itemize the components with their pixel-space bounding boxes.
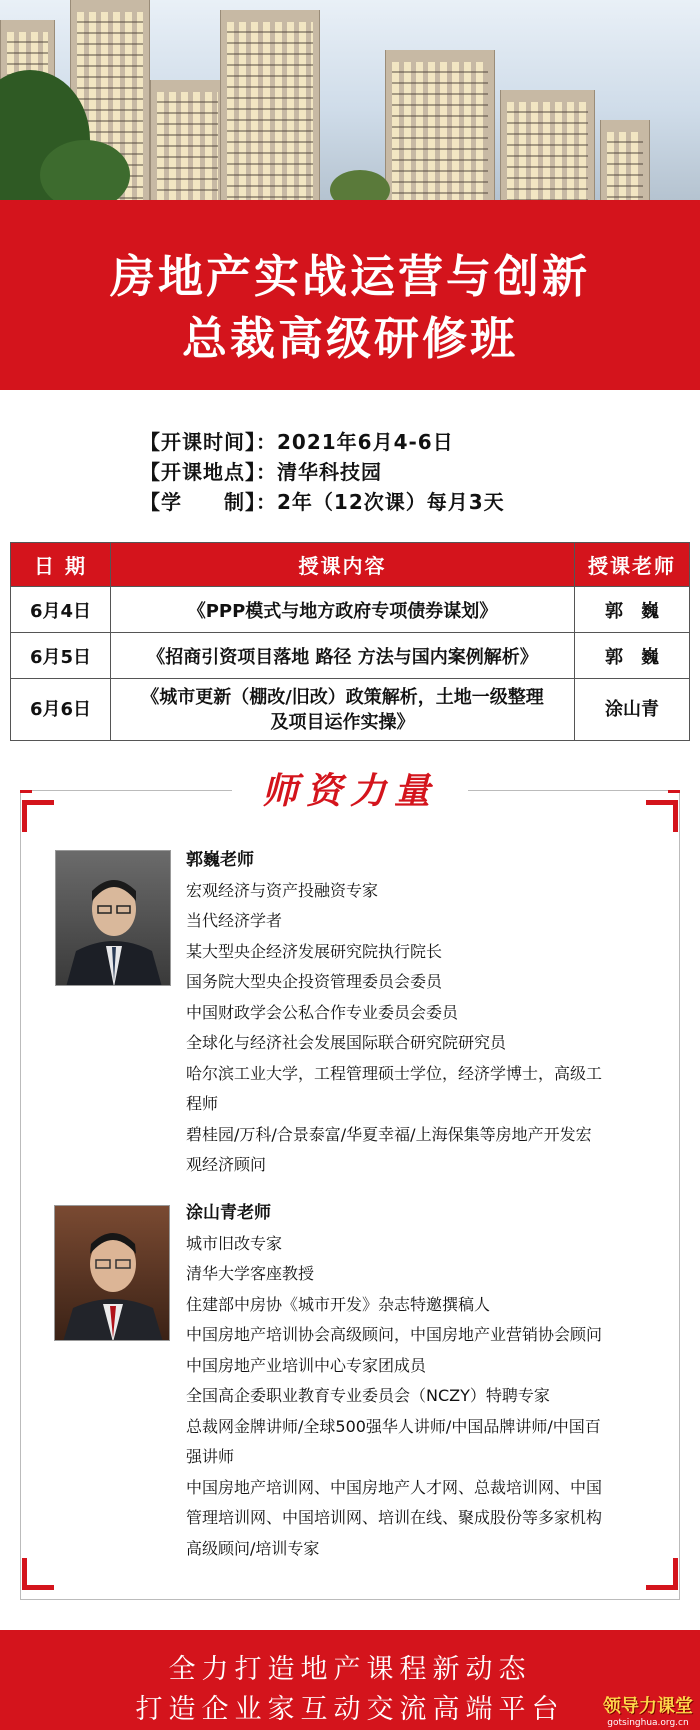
cell-content-line: 《城市更新（棚改/旧改）政策解析，土地一级整理	[141, 686, 544, 708]
info-label: 【开课地点】：	[140, 460, 277, 484]
bio-line: 某大型央企经济发展研究院执行院长	[186, 941, 443, 961]
cell-date: 6月4日	[11, 587, 111, 633]
bio-line: 高级顾问/培训专家	[186, 1538, 320, 1558]
info-duration	[140, 486, 505, 515]
tree-image	[330, 170, 390, 200]
cell-content: 《招商引资项目落地 路径 方法与国内案例解析》	[111, 633, 575, 679]
corner-decoration	[22, 1558, 54, 1590]
logo-text: 领导力课堂	[603, 1696, 693, 1717]
logo-url: gotsinghua.org.cn	[607, 1718, 689, 1728]
column-header-teacher: 授课老师	[575, 543, 690, 587]
portrait-image	[56, 851, 171, 986]
building-image	[150, 80, 225, 200]
building-image	[385, 50, 495, 200]
hero-image	[0, 0, 700, 200]
cell-teacher: 郭 巍	[575, 633, 690, 679]
bio-line: 宏观经济与资产投融资专家	[186, 880, 379, 900]
info-value: 2021年6月4-6日	[277, 430, 454, 454]
cell-content: 《PPP模式与地方政府专项债券谋划》	[111, 587, 575, 633]
info-label: 【学 制】：	[140, 490, 277, 514]
page-title-line2: 总裁高级研修班	[181, 312, 518, 365]
teacher-name: 涂山青老师	[186, 1203, 271, 1223]
bio-line: 强讲师	[186, 1447, 235, 1466]
column-header-date: 日 期	[11, 543, 111, 587]
building-image	[220, 10, 320, 200]
title-banner	[0, 200, 700, 390]
bio-line: 管理培训网、中国培训网、培训在线、聚成股份等多家机构	[186, 1508, 603, 1527]
footer-slogan: 全力打造地产课程新动态	[168, 1654, 532, 1685]
schedule-table	[10, 542, 690, 741]
table-row	[11, 587, 690, 633]
faculty-title: 师资力量	[232, 772, 468, 812]
info-label: 【开课时间】：	[140, 430, 277, 454]
cell-teacher: 郭 巍	[575, 587, 690, 633]
cell-date: 6月6日	[11, 679, 111, 741]
bio-line: 清华大学客座教授	[186, 1264, 315, 1283]
info-location	[140, 456, 382, 485]
frame-accent	[668, 790, 680, 793]
table-row	[11, 679, 690, 741]
bio-line: 住建部中房协《城市开发》杂志特邀撰稿人	[186, 1294, 491, 1314]
building-image	[500, 90, 595, 200]
teacher-bio	[186, 1198, 656, 1564]
brand-logo	[596, 1692, 700, 1728]
cell-content-line: 及项目运作实操》	[270, 711, 415, 733]
bio-line: 中国房地产业培训中心专家团成员	[186, 1355, 427, 1375]
bio-line: 全国高企委职业教育专业委员会（NCZY）特聘专家	[186, 1386, 550, 1405]
frame-accent	[20, 790, 32, 793]
bio-line: 哈尔滨工业大学，工程管理硕士学位，经济学博士，高级工	[186, 1063, 603, 1083]
cell-date: 6月5日	[11, 633, 111, 679]
building-image	[600, 120, 650, 200]
bio-line: 程师	[186, 1094, 219, 1113]
page-title-line1: 房地产实战运营与创新	[109, 250, 590, 303]
bio-line: 全球化与经济社会发展国际联合研究院研究员	[186, 1033, 507, 1052]
teacher-name: 郭巍老师	[186, 850, 254, 870]
bio-line: 中国房地产培训网、中国房地产人才网、总裁培训网、中国	[186, 1477, 603, 1497]
cell-teacher: 涂山青	[575, 679, 690, 741]
bio-line: 中国房地产培训协会高级顾问，中国房地产业营销协会顾问	[186, 1325, 603, 1344]
info-value: 2年（12次课）每月3天	[277, 490, 505, 514]
footer-slogan: 打造企业家互动交流高端平台	[135, 1694, 565, 1725]
info-value: 清华科技园	[277, 460, 382, 484]
bio-line: 观经济顾问	[186, 1155, 267, 1174]
info-start-time	[140, 426, 454, 455]
bio-line: 国务院大型央企投资管理委员会委员	[186, 972, 443, 991]
portrait-image	[55, 1206, 170, 1341]
teacher-photo	[55, 850, 171, 986]
bio-line: 总裁网金牌讲师/全球500强华人讲师/中国品牌讲师/中国百	[186, 1416, 601, 1436]
bio-line: 城市旧改专家	[186, 1233, 283, 1253]
bio-line: 中国财政学会公私合作专业委员会委员	[186, 1002, 459, 1022]
bio-line: 当代经济学者	[186, 911, 283, 930]
teacher-bio	[186, 845, 656, 1181]
teacher-photo	[54, 1205, 170, 1341]
table-row	[11, 633, 690, 679]
column-header-content: 授课内容	[111, 543, 575, 587]
bio-line: 碧桂园/万科/合景泰富/华夏幸福/上海保集等房地产开发宏	[186, 1124, 592, 1144]
cell-content	[111, 679, 575, 741]
corner-decoration	[22, 800, 54, 832]
corner-decoration	[646, 800, 678, 832]
table-header-row	[11, 543, 690, 587]
